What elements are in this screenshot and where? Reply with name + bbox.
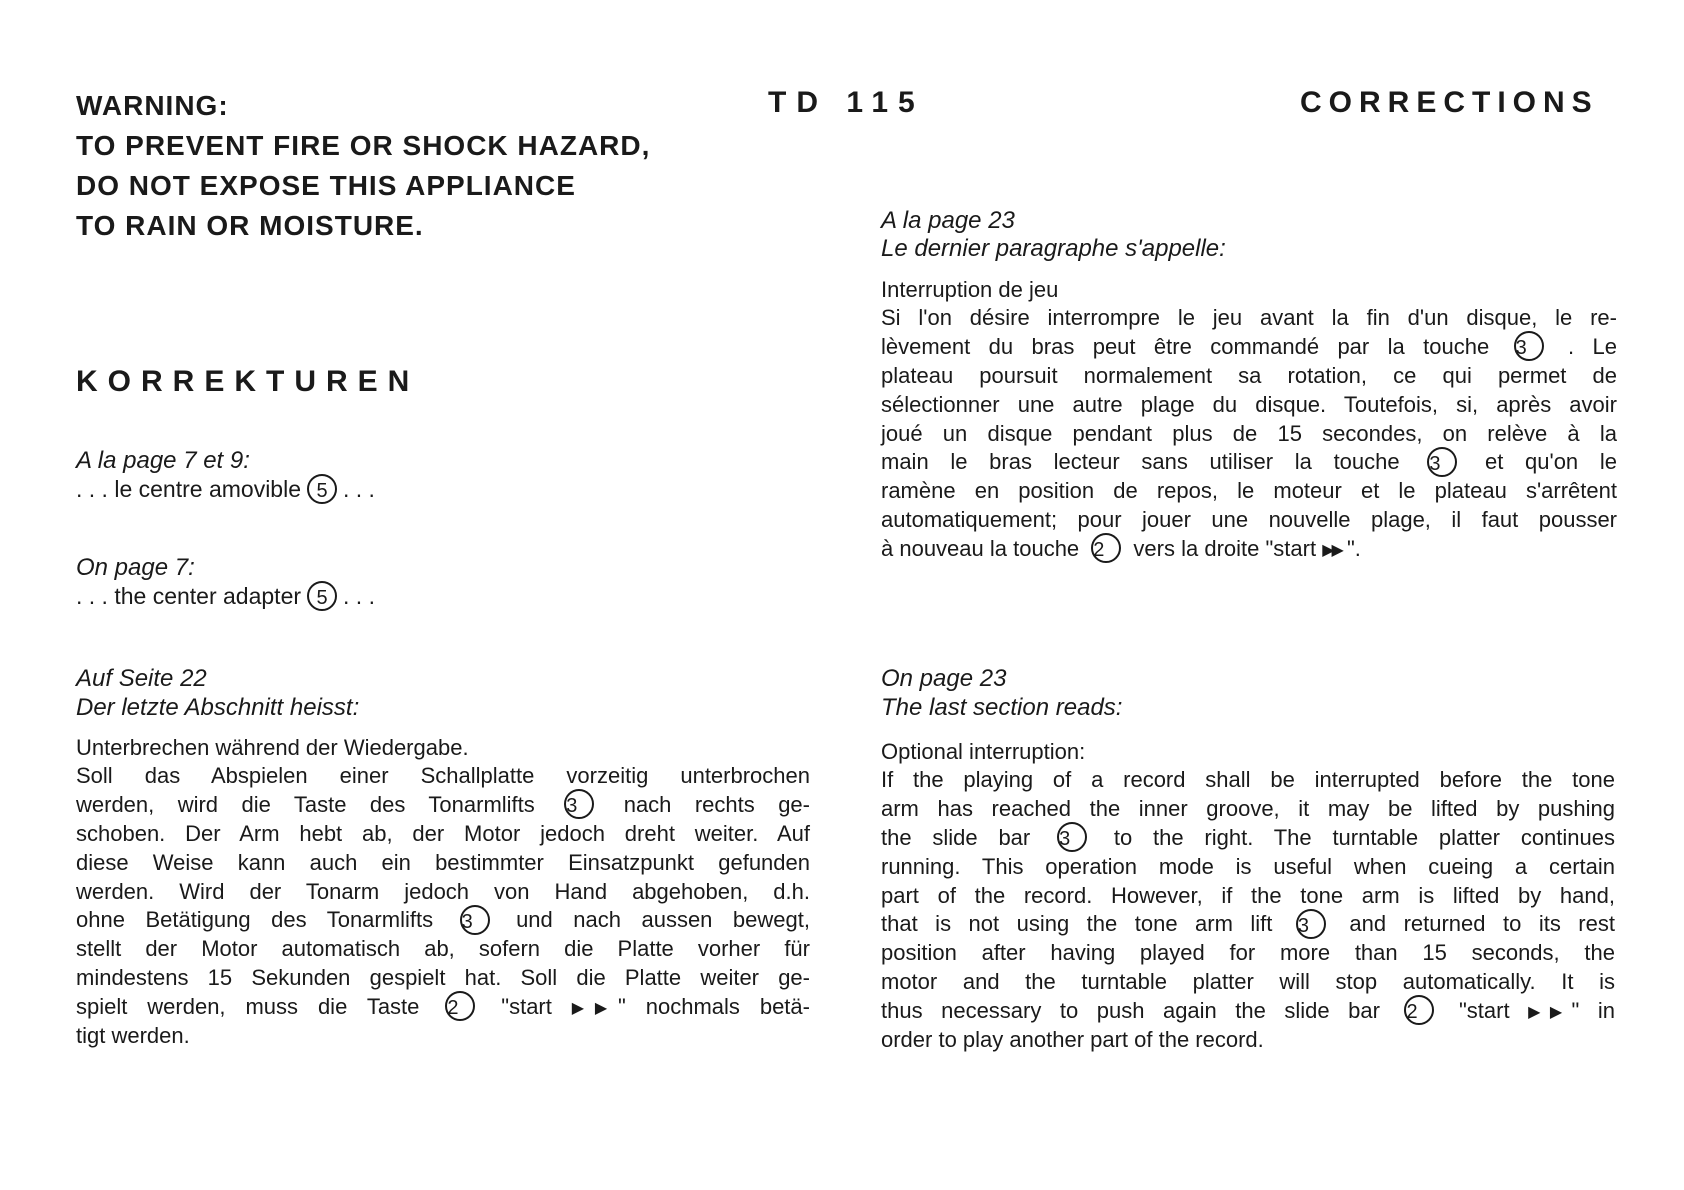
circled-number-3: 3 [1296, 909, 1326, 939]
en-page-reference: On page 23 [881, 665, 1007, 692]
text: to the right. The turntable platter continues [1113, 824, 1615, 850]
text: vers la droite "start [1133, 536, 1317, 562]
paragraph-line: position after having played for more than 15 seconds, the [881, 940, 1615, 966]
paragraph-line: If the playing of a record shall be interrupted before the tone [881, 767, 1615, 792]
de-section-heading: Unterbrechen während der Wiedergabe. [76, 735, 469, 760]
text: "start [501, 994, 552, 1020]
warning-line: TO PREVENT FIRE OR SHOCK HAZARD, [76, 130, 651, 161]
paragraph-line: stellt der Motor automatisch ab, sofern die Platte vorher für [76, 936, 810, 962]
circled-number-2: 2 [1091, 533, 1121, 563]
text: ". [1346, 536, 1361, 562]
corrections-title: CORRECTIONS [1300, 86, 1599, 119]
paragraph-line [881, 910, 1615, 939]
paragraph-line: automatiquement; pour jouer une nouvelle plage, il faut pousser [881, 507, 1617, 533]
paragraph-line: diese Weise kann auch ein bestimmter Einsatzpunkt gefunden [76, 849, 810, 875]
text: and returned to its rest [1349, 911, 1615, 937]
paragraph-line: running. This operation mode is useful when cueing a certain [881, 853, 1615, 879]
en-subheading: The last section reads: [881, 694, 1123, 721]
circled-number-3: 3 [564, 789, 594, 819]
paragraph-line: Si l'on désire interrompre le jeu avant la fin d'un disque, le re- [881, 305, 1617, 330]
text: that is not using the tone arm lift [881, 911, 1273, 937]
warning-notice [76, 86, 650, 246]
paragraph-line: schoben. Der Arm hebt ab, der Motor jedoch dreht weiter. Auf [76, 820, 810, 846]
text: spielt werden, muss die Taste [76, 994, 420, 1020]
fr-pages-reference: A la page 7 et 9: [76, 447, 250, 474]
circled-number-3: 3 [1427, 447, 1457, 477]
text: . Le [1568, 333, 1617, 359]
circled-number-5: 5 [307, 474, 337, 504]
circled-number-3: 3 [1057, 822, 1087, 852]
paragraph-line: plateau poursuit normalement sa rotation, ce qui permet de [881, 362, 1617, 388]
circled-number-3: 3 [1514, 331, 1544, 361]
circled-number-2: 2 [445, 991, 475, 1021]
warning-line: TO RAIN OR MOISTURE. [76, 210, 424, 241]
ellipsis: . . . [343, 476, 375, 502]
correction-text: . . . le centre amovible [76, 476, 301, 502]
text: lèvement du bras peut être commandé par la touche [881, 333, 1490, 359]
paragraph-line: tigt werden. [76, 1023, 190, 1049]
paragraph-line [76, 993, 810, 1022]
en-paragraph [881, 766, 1615, 1055]
text: et qu'on le [1485, 449, 1617, 475]
warning-line: DO NOT EXPOSE THIS APPLIANCE [76, 170, 576, 201]
fr-section-heading: Interruption de jeu [881, 277, 1059, 302]
paragraph-line: Soll das Abspielen einer Schallplatte vorzeitig unterbrochen [76, 763, 810, 788]
start-label [1459, 998, 1615, 1023]
paragraph-line: werden. Wird der Tonarm jedoch von Hand abgehoben, d.h. [76, 878, 810, 904]
text: nach rechts ge- [623, 791, 810, 817]
fr-subheading: Le dernier paragraphe s'appelle: [881, 235, 1226, 262]
text: à nouveau la touche [881, 536, 1080, 562]
text: the slide bar [881, 824, 1031, 850]
fr-paragraph [881, 304, 1617, 564]
correction-text: . . . the center adapter [76, 583, 302, 609]
ellipsis: . . . [343, 583, 375, 609]
en-page7-reference: On page 7: [76, 554, 195, 581]
paragraph-line: mindestens 15 Sekunden gespielt hat. Soll die Platte weiter ge- [76, 965, 810, 991]
warning-line: WARNING: [76, 90, 229, 121]
paragraph-line [881, 448, 1617, 477]
paragraph-line [881, 333, 1617, 362]
text: "start [1458, 998, 1510, 1024]
text: " nochmals betä- [618, 994, 810, 1020]
de-page-reference: Auf Seite 22 [76, 665, 207, 692]
circled-number-5: 5 [307, 581, 337, 611]
paragraph-line: arm has reached the inner groove, it may be lifted by pushing [881, 795, 1615, 821]
paragraph-line [881, 824, 1615, 853]
paragraph-line: part of the record. However, if the tone arm is lifted by hand, [881, 882, 1615, 908]
korrekturen-title: KORREKTUREN [76, 365, 420, 398]
en-page7-correction [76, 581, 375, 613]
de-subheading: Der letzte Abschnitt heisst: [76, 694, 360, 721]
paragraph-line: joué un disque pendant plus de 15 secondes, on relève à la [881, 420, 1617, 446]
text: main le bras lecteur sans utiliser la touche [881, 449, 1400, 475]
paragraph-line: order to play another part of the record. [881, 1027, 1264, 1053]
text: thus necessary to push again the slide bar [881, 998, 1380, 1024]
fast-forward-icon: ▶▶ [1322, 542, 1341, 560]
paragraph-line: sélectionner une autre plage du disque. Toutefois, si, après avoir [881, 391, 1617, 417]
text: werden, wird die Taste des Tonarmlifts [76, 791, 535, 817]
text: und nach aussen bewegt, [516, 907, 810, 933]
paragraph-line: motor and the turntable platter will stop automatically. It is [881, 969, 1615, 995]
text: " in [1571, 998, 1615, 1024]
fast-forward-icon: ▶▶ [571, 1000, 619, 1018]
de-paragraph [76, 762, 810, 1051]
paragraph-line [881, 997, 1615, 1026]
en-section-heading: Optional interruption: [881, 739, 1086, 764]
fr-page-reference: A la page 23 [881, 207, 1015, 234]
model-title: TD 115 [768, 86, 925, 119]
fast-forward-icon: ▶▶ [1528, 1004, 1572, 1022]
start-label [501, 994, 810, 1019]
paragraph-line: ramène en position de repos, le moteur et le plateau s'arrêtent [881, 478, 1617, 504]
paragraph-line [881, 535, 1617, 564]
circled-number-3: 3 [460, 905, 490, 935]
circled-number-2: 2 [1404, 995, 1434, 1025]
paragraph-line [76, 906, 810, 935]
fr-pages-correction [76, 474, 375, 506]
paragraph-line [76, 791, 810, 820]
text: ohne Betätigung des Tonarmlifts [76, 907, 434, 933]
